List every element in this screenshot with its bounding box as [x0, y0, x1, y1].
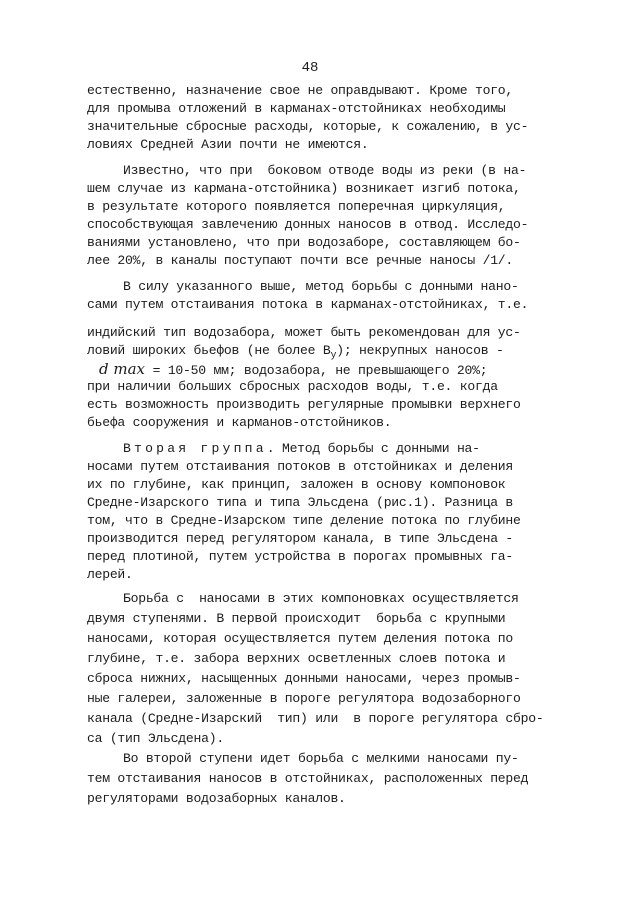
- text-line: перед плотиной, путем устройства в порогах промывных га-: [87, 549, 514, 564]
- text-line: сброса нижних, насыщенных донными наносами, через промыв-: [87, 671, 521, 686]
- text-line: лерей.: [87, 567, 133, 582]
- text-line: тем отстаивания наносов в отстойниках, расположенных перед: [87, 771, 529, 786]
- text-fragment: = 10-50 мм; водозабора, не превышающего 20%;: [145, 363, 488, 378]
- text-line: Известно, что при боковом отводе воды из реки (в на-: [123, 163, 527, 178]
- section-heading: Вторая группа: [123, 441, 267, 456]
- page-number: 48: [301, 60, 319, 76]
- text-line: сами путем отстаивания потока в карманах-отстойниках, т.е.: [87, 297, 529, 312]
- text-line: Во второй ступени идет борьба с мелкими наносами пу-: [123, 751, 519, 766]
- text-line: естественно, назначение свое не оправдывают. Кроме того,: [87, 83, 514, 98]
- text-line: регуляторами водозаборных каналов.: [87, 791, 346, 806]
- text-line: ваниями установлено, что при водозаборе, составляющем бо-: [87, 235, 521, 250]
- text-line: канала (Средне-Изарский тип) или в пороге регулятора сбро-: [87, 711, 544, 726]
- text-line: Средне-Изарского типа и типа Эльсдена (рис.1). Разница в: [87, 495, 514, 510]
- text-line: значительные сбросные расходы, которые, к сожалению, в ус-: [87, 119, 529, 134]
- text-line: В силу указанного выше, метод борьбы с донными нано-: [123, 279, 519, 294]
- text-line: в результате которого появляется поперечная циркуляция,: [87, 199, 506, 214]
- text-line: способствующая завлечению донных наносов в отвод. Исследо-: [87, 217, 529, 232]
- text-line: лее 20%, в каналы поступают почти все речные наносы /1/.: [87, 253, 514, 268]
- text-fragment: ловий широких бьефов (не более B: [87, 343, 331, 358]
- subscript: у: [330, 350, 337, 362]
- text-line: са (тип Эльсдена).: [87, 731, 224, 746]
- text-line: производится перед регулятором канала, в типе Эльсдена -: [87, 531, 514, 546]
- text-line: есть возможность производить регулярные промывки верхнего: [87, 397, 521, 412]
- text-line: для промыва отложений в карманах-отстойниках необходимы: [87, 101, 506, 116]
- text-fragment: . Метод борьбы с донными на-: [266, 441, 480, 456]
- text-fragment: ); некрупных наносов -: [336, 343, 504, 358]
- text-line: бьефа сооружения и карманов-отстойников.: [87, 415, 392, 430]
- text-line: индийский тип водозабора, может быть рекомендован для ус-: [87, 325, 521, 340]
- text-line: носами путем отстаивания потоков в отстойниках и деления: [87, 459, 514, 474]
- text-line: том, что в Средне-Изарском типе деление потока по глубине: [87, 513, 521, 528]
- text-line: глубине, т.е. забора верхних осветленных слоев потока и: [87, 651, 506, 666]
- text-line: их по глубине, как принцип, заложен в основу компоновок: [87, 477, 506, 492]
- text-line: ловиях Средней Азии почти не имеются.: [87, 137, 369, 152]
- text-line: при наличии больших сбросных расходов воды, т.е. когда: [87, 379, 498, 394]
- text-line: двумя ступенями. В первой происходит борьба с крупными: [87, 611, 506, 626]
- text-line: [123, 440, 480, 458]
- text-line: шем случае из кармана-отстойника) возникает изгиб потока,: [87, 181, 521, 196]
- text-line: Борьба с наносами в этих компоновках осуществляется: [123, 591, 519, 606]
- text-line: ные галереи, заложенные в пороге регулятора водозаборного: [87, 691, 521, 706]
- text-line: наносами, которая осуществляется путем деления потока по: [87, 631, 514, 646]
- handwritten-symbol: d max: [99, 360, 145, 378]
- text-line: [99, 360, 487, 380]
